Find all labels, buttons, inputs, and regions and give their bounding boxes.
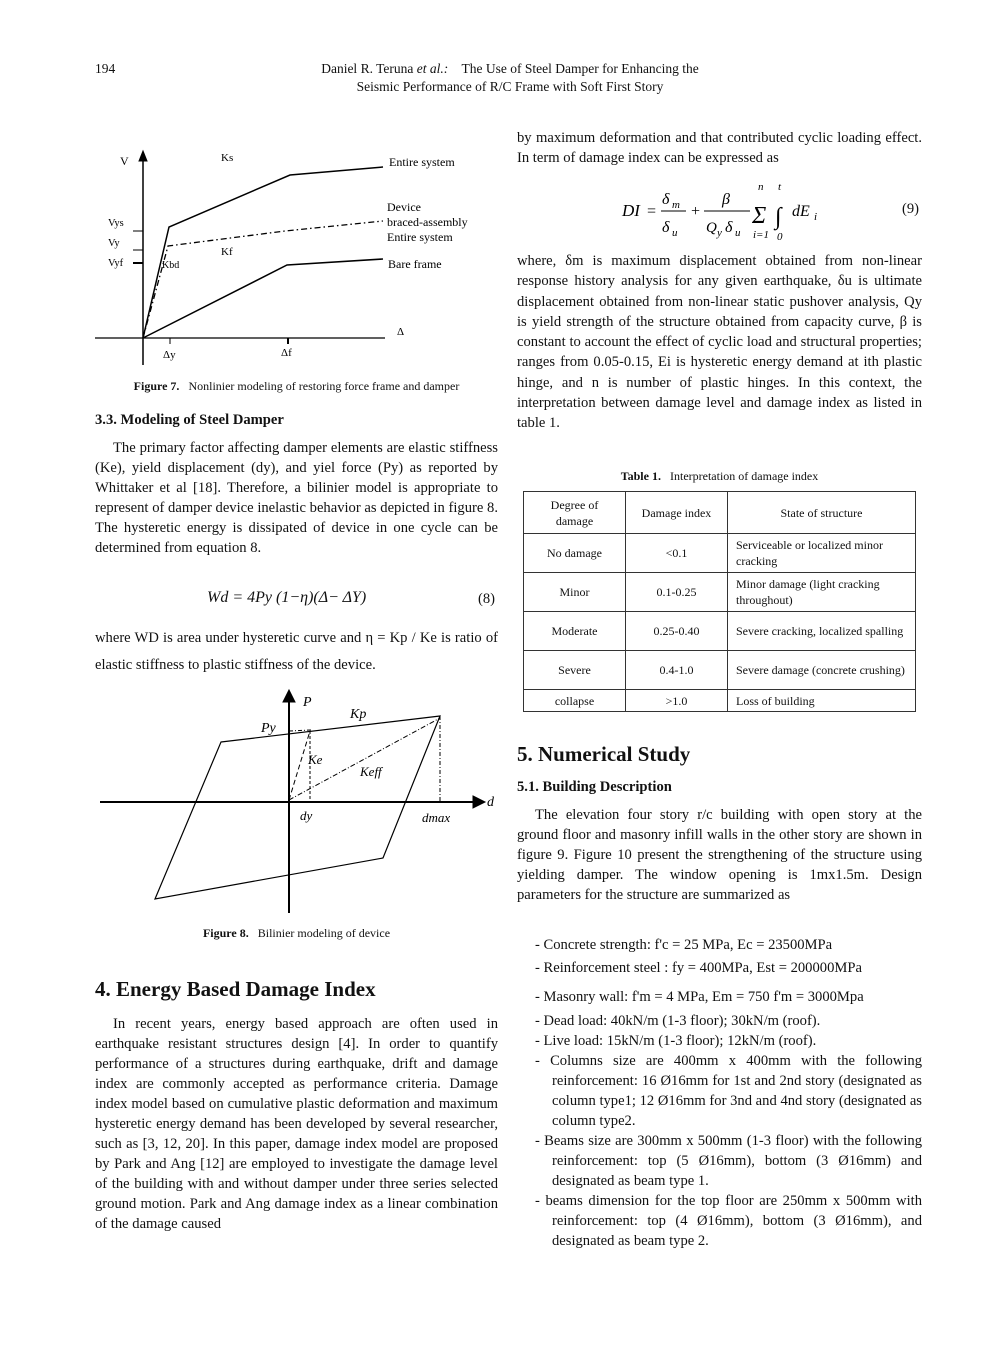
table-row: [524, 612, 916, 651]
figure-8-caption-text: Bilinier modeling of device: [257, 926, 391, 940]
table-header-state: State of structure: [728, 492, 916, 534]
fig8-dmax-label: dmax: [422, 810, 451, 825]
svg-text:β: β: [722, 191, 730, 208]
svg-text:u: u: [735, 227, 741, 239]
svg-text:Σ: Σ: [752, 203, 767, 229]
design-parameters-list: [535, 935, 922, 1251]
section-3-3-paragraph-2: where WD is area under hysteretic curve and η = Kp / Ke is ratio of elastic stiffness to plastic stiffness of the device.: [95, 630, 498, 673]
table-row: [524, 573, 916, 612]
table-1-caption: [517, 469, 922, 484]
figure-8-diagram: [95, 688, 505, 918]
fig7-vyf-label: Vyf: [108, 258, 124, 269]
fig8-p-label: P: [303, 695, 312, 710]
running-header: [240, 60, 780, 96]
figure-7-caption-label: Figure 7.: [133, 379, 180, 393]
table-header-index: Damage index: [626, 492, 728, 534]
fig8-kp-label: Kp: [350, 707, 367, 722]
table-cell: Serviceable or localized minor cracking: [728, 534, 916, 573]
fig7-vy-label: Vy: [108, 238, 120, 249]
page-number: 194: [95, 61, 116, 76]
table-cell: Minor damage (light cracking throughout): [728, 573, 916, 612]
equation-9: [622, 181, 842, 257]
table-header-degree: Degree of damage: [524, 492, 626, 534]
table-cell: >1.0: [626, 690, 728, 712]
figure-7-diagram: [95, 145, 495, 375]
fig7-delta-y-label: Δy: [163, 349, 176, 361]
table-cell: <0.1: [626, 534, 728, 573]
table-1-caption-text: Interpretation of damage index: [669, 469, 819, 483]
svg-text:m: m: [672, 199, 680, 211]
table-cell: collapse: [524, 690, 626, 712]
damage-index-where-paragraph: where, δm is maximum displacement obtained from non-linear response history analysis for any given earthquake, δu is ultimate displacement obtained from non-linear static pushover analysis, Qy is yield strength of the structure obtained from capacity curve, β is constant to account the effect of cyclic load and structural properties; ranges from 0.05-0.15, Ei is hysteretic energy demand at ith plastic hinge, and n is number of plastic hinges. In this context, the interpretation between damage level and damage index as listed in table 1.: [517, 253, 922, 432]
svg-text:i=1: i=1: [753, 229, 769, 241]
fig7-delta-label: Δ: [397, 326, 405, 338]
list-item: - Columns size are 400mm x 400mm with the following reinforcement: 16 Ø16mm for 1st and 2nd story (designated as column type1; 12 Ø16mm for 3nd and 4nd story (designated as column type2.: [535, 1053, 922, 1129]
table-cell: Severe damage (concrete crushing): [728, 651, 916, 690]
fig7-bare-frame-label: Bare frame: [388, 257, 442, 271]
fig7-entire-system-label: Entire system: [389, 155, 455, 169]
svg-text:=: =: [646, 203, 657, 220]
table-cell: Minor: [524, 573, 626, 612]
section-5: [517, 741, 922, 905]
svg-text:∫: ∫: [775, 204, 782, 230]
section-5-1-heading: 5.1. Building Description: [517, 779, 672, 795]
damage-index-table: [523, 491, 916, 712]
table-row: [524, 534, 916, 573]
list-item: - Beams size are 300mm x 500mm (1-3 floor) with the following reinforcement: top (5 Ø16mm), bottom (3 Ø16mm) and designated as beam type 1.: [535, 1133, 922, 1189]
list-item: - Reinforcement steel : fy = 400MPa, Est = 200000MPa: [535, 960, 862, 976]
svg-text:y: y: [717, 227, 722, 239]
fig8-py-label: Py: [261, 721, 276, 736]
section-4: [95, 976, 498, 1234]
fig8-dy-label: dy: [300, 808, 313, 823]
svg-text:δ: δ: [662, 219, 670, 236]
fig8-d-label: d: [487, 795, 494, 810]
svg-text:dE: dE: [792, 203, 810, 220]
fig7-device-label-3: Entire system: [387, 230, 453, 244]
figure-7-caption-text: Nonlinier modeling of restoring force frame and damper: [188, 379, 460, 393]
figure-8-caption-label: Figure 8.: [202, 926, 249, 940]
header-title-line1: The Use of Steel Damper for Enhancing the: [461, 61, 699, 76]
fig8-ke-label: Ke: [308, 752, 323, 767]
table-header-row: [524, 492, 916, 534]
table-cell: 0.1-0.25: [626, 573, 728, 612]
section-4-heading: 4. Energy Based Damage Index: [95, 977, 376, 1001]
list-item: - Concrete strength: f'c = 25 MPa, Ec = 23500MPa: [535, 937, 833, 953]
equation-9-number: (9): [902, 201, 920, 217]
svg-text:Q: Q: [706, 220, 717, 236]
header-et-al: et al.:: [416, 61, 449, 76]
section-3-3-heading: 3.3. Modeling of Steel Damper: [95, 412, 284, 428]
equation-8: Wd = 4Py (1−η)(Δ− ΔY): [207, 589, 367, 606]
header-title-line2: Seismic Performance of R/C Frame with Soft First Story: [356, 79, 664, 94]
table-cell: Moderate: [524, 612, 626, 651]
section-5-heading: 5. Numerical Study: [517, 742, 691, 766]
svg-text:0: 0: [777, 231, 783, 243]
equation-8-number: (8): [478, 591, 496, 607]
fig7-vys-label: Vys: [108, 218, 124, 229]
figure-7-caption: [95, 379, 498, 394]
fig7-device-label-2: braced-assembly: [387, 215, 468, 229]
svg-text:+: +: [690, 203, 701, 220]
list-item: - Live load: 15kN/m (1-3 floor); 12kN/m (roof).: [535, 1033, 817, 1049]
fig7-kbd-label: Kbd: [162, 260, 180, 271]
table-row: [524, 651, 916, 690]
svg-text:δ: δ: [725, 219, 733, 236]
table-row: [524, 690, 916, 712]
table-cell: No damage: [524, 534, 626, 573]
fig8-keff-label: Keff: [360, 764, 382, 779]
svg-text:i: i: [814, 211, 818, 223]
table-cell: Severe: [524, 651, 626, 690]
section-4-paragraph: In recent years, energy based approach are often used in earthquake resistant structures design [4]. In order to quantify performance of a structures during earthquake, drift and damage index are commonly accepted as performance criteria. Damage index model based on cumulative plastic deformation and maximum hysteretic energy demand has been developed by several researcher, such as [3, 12, 20]. In this paper, damage index model are proposed by Park and Ang [12] are employed to investigate the damage level of the building with and without damper under three series selected ground motion. Park and Ang damage index as a linear combination of the damage caused: [95, 1016, 498, 1232]
figure-8-caption: [95, 926, 498, 941]
list-item: - Dead load: 40kN/m (1-3 floor); 30kN/m (roof).: [535, 1013, 821, 1029]
equation-9-render: [622, 181, 842, 252]
fig7-delta-f-label: Δf: [281, 347, 292, 359]
header-authors: Daniel R. Teruna: [321, 61, 414, 76]
fig7-kf-label: Kf: [221, 246, 233, 258]
section-5-1-paragraph: The elevation four story r/c building with open story at the ground floor and masonry infill walls in the other story are shown in figure 9. Figure 10 present the strengthening of the structure using yielding damper. The window opening is 1mx1.5m. Design parameters for the structure are summarized as: [517, 807, 922, 903]
fig7-device-label-1: Device: [387, 200, 421, 214]
table-cell: Severe cracking, localized spalling: [728, 612, 916, 651]
list-item: - Masonry wall: f'm = 4 MPa, Em = 750 f'm = 3000Mpa: [535, 989, 864, 1005]
svg-text:DI: DI: [622, 201, 640, 220]
fig7-v-axis-label: V: [120, 154, 129, 168]
section-3-3: [95, 410, 498, 558]
svg-text:t: t: [778, 181, 782, 193]
section-3-3-paragraph: The primary factor affecting damper elements are elastic stiffness (Ke), yield displacement (dy), and yiel force (Py) as reported by Whittaker et al [18]. Therefore, a bilinier model is appropriate to represent of damper device inelastic behavior as depicted in figure 8. The hysteretic energy is dissipated of device in one cycle can be determined from equation 8.: [95, 440, 498, 556]
damage-index-continuation: by maximum deformation and that contributed cyclic loading effect. In term of damage index can be expressed as: [517, 130, 922, 166]
table-cell: 0.25-0.40: [626, 612, 728, 651]
table-cell: 0.4-1.0: [626, 651, 728, 690]
list-item: - beams dimension for the top floor are 250mm x 500mm with reinforcement: top (4 Ø16mm), bottom (3 Ø16mm), and designated as beam type 2.: [535, 1193, 922, 1249]
table-1-caption-label: Table 1.: [620, 469, 661, 483]
svg-text:δ: δ: [662, 191, 670, 208]
svg-text:u: u: [672, 227, 678, 239]
svg-text:n: n: [758, 181, 764, 193]
fig7-ks-label: Ks: [221, 152, 234, 164]
table-cell: Loss of building: [728, 690, 916, 712]
